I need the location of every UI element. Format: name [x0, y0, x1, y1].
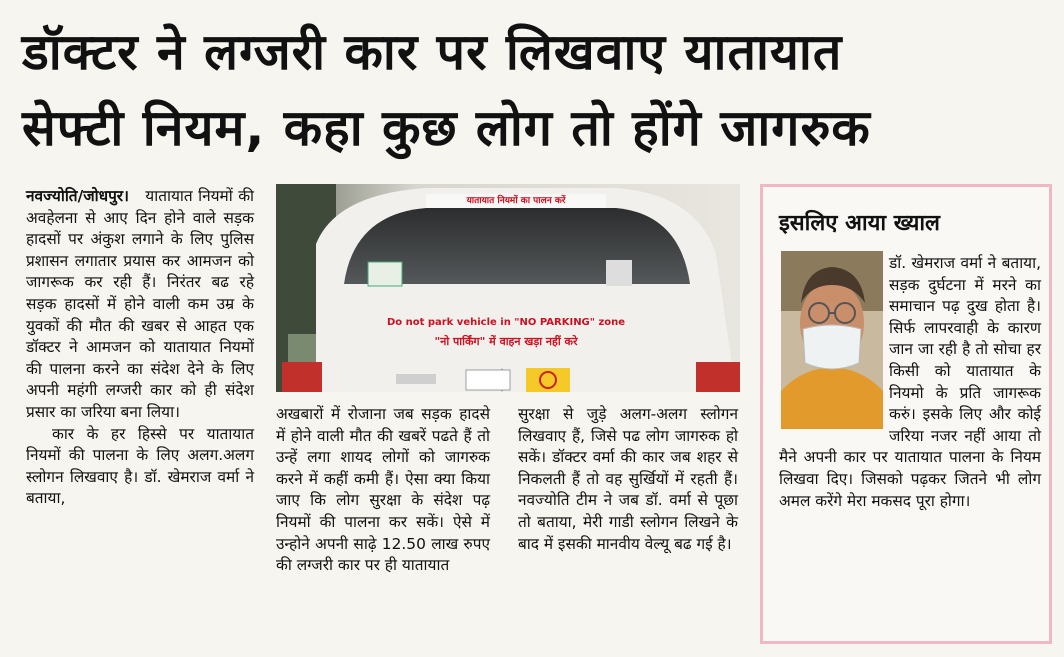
article-column-2: [276, 404, 490, 577]
sidebar-box: [760, 184, 1052, 644]
article-column-2-text: अखबारों में रोजाना जब सड़क हादसे में होने वाली मौत की खबरें पढते हैं तो उन्हें लगा शायद लोगों को जागरुक करने में कहीं कमी हैं। ऐसा क्या किया जाए कि लोग सुरक्षा के संदेश पढ़ नियमों की पालना कर सकें। ऐसे में उन्होने अपनी साढ़े 12.50 लाख रुपए की लग्जरी कार पर ही यातायात: [276, 405, 490, 575]
article-column-1: [26, 186, 254, 510]
headline-line-2: सेफ्टी नियम, कहा कुछ लोग तो होंगे जागरुक: [22, 99, 871, 157]
sidebar-title: इसलिए आया ख्याल: [779, 211, 940, 236]
headline-line-1: डॉक्टर ने लग्जरी कार पर लिखवाए यातायात: [22, 23, 843, 81]
sidebar-text: डॉ. खेमराज वर्मा ने बताया, सड़क दुर्घटना में मरने का समाचान पढ़ दुख होता है। सिर्फ लापरवाही के कारण जान जा रही है तो सोचा हर किसी को यातायात के नियमो के प्रति जागरूक करुं। इसके लिए और कोई जरिया नजर नहीं आया तो मैने अपनी कार पर यातायात पालना के नियम लिखवा दिए। जिसको पढ़कर जितने भी लोग अमल करेंगे मेरा मकसद पूरा होगा।: [779, 254, 1041, 510]
portrait-spacer: [779, 253, 889, 429]
car-photo-illustration: [276, 184, 740, 392]
headline: [22, 14, 1052, 166]
car-photo: [276, 184, 740, 392]
photo-sign-hindi: "नो पार्किंग" में वाहन खड़ा नहीं करे: [434, 335, 578, 348]
article-paragraph-1-text: यातायात नियमों की अवहेलना से आए दिन होने वाले सड़क हादसों पर अंकुश लगाने के लिए पुलिस प्रशासन लगातार प्रयास कर आमजन को जागरूक कर रही हैं। निरंतर बढ रहे सड़क हादसों में होने वाली कम उम्र के युवकों की मौत की खबर से आहत एक डॉक्टर ने आमजन को यातायात नियमों की पालना करने का संदेश देने के लिए अपनी महंगी लग्जरी कार को ही संदेश प्रसार का जरिया बना लिया।: [26, 187, 255, 421]
article-paragraph-1: [26, 186, 254, 424]
article-column-3-text: सुरक्षा से जुड़े अलग-अलग स्लोगन लिखवाए हैं, जिसे पढ लोग जागरुक हो सकें। डॉक्टर वर्मा की कार जब शहर से निकलती हैं तो वह सुर्खियों में रहती हैं। नवज्योति टीम ने जब डॉ. वर्मा से पूछा तो बताया, मेरी गाडी स्लोगन लिखने के बाद में इसकी मानवीय वेल्यू बढ गई है।: [518, 405, 738, 553]
article-paragraph-2: कार के हर हिस्से पर यातायात नियमों की पालना के लिए अलग.अलग स्लोगन लिखवाए है। डॉ. खेमराज वर्मा ने बताया,: [26, 424, 254, 508]
photo-sign-english: Do not park vehicle in "NO PARKING" zone: [386, 317, 626, 328]
article-column-3: [518, 404, 738, 555]
sidebar-text-block: [779, 253, 1041, 512]
dateline: नवज्योति/जोधपुर।: [26, 187, 129, 205]
photo-top-text: यातायात नियमों का पालन करें: [466, 196, 566, 206]
